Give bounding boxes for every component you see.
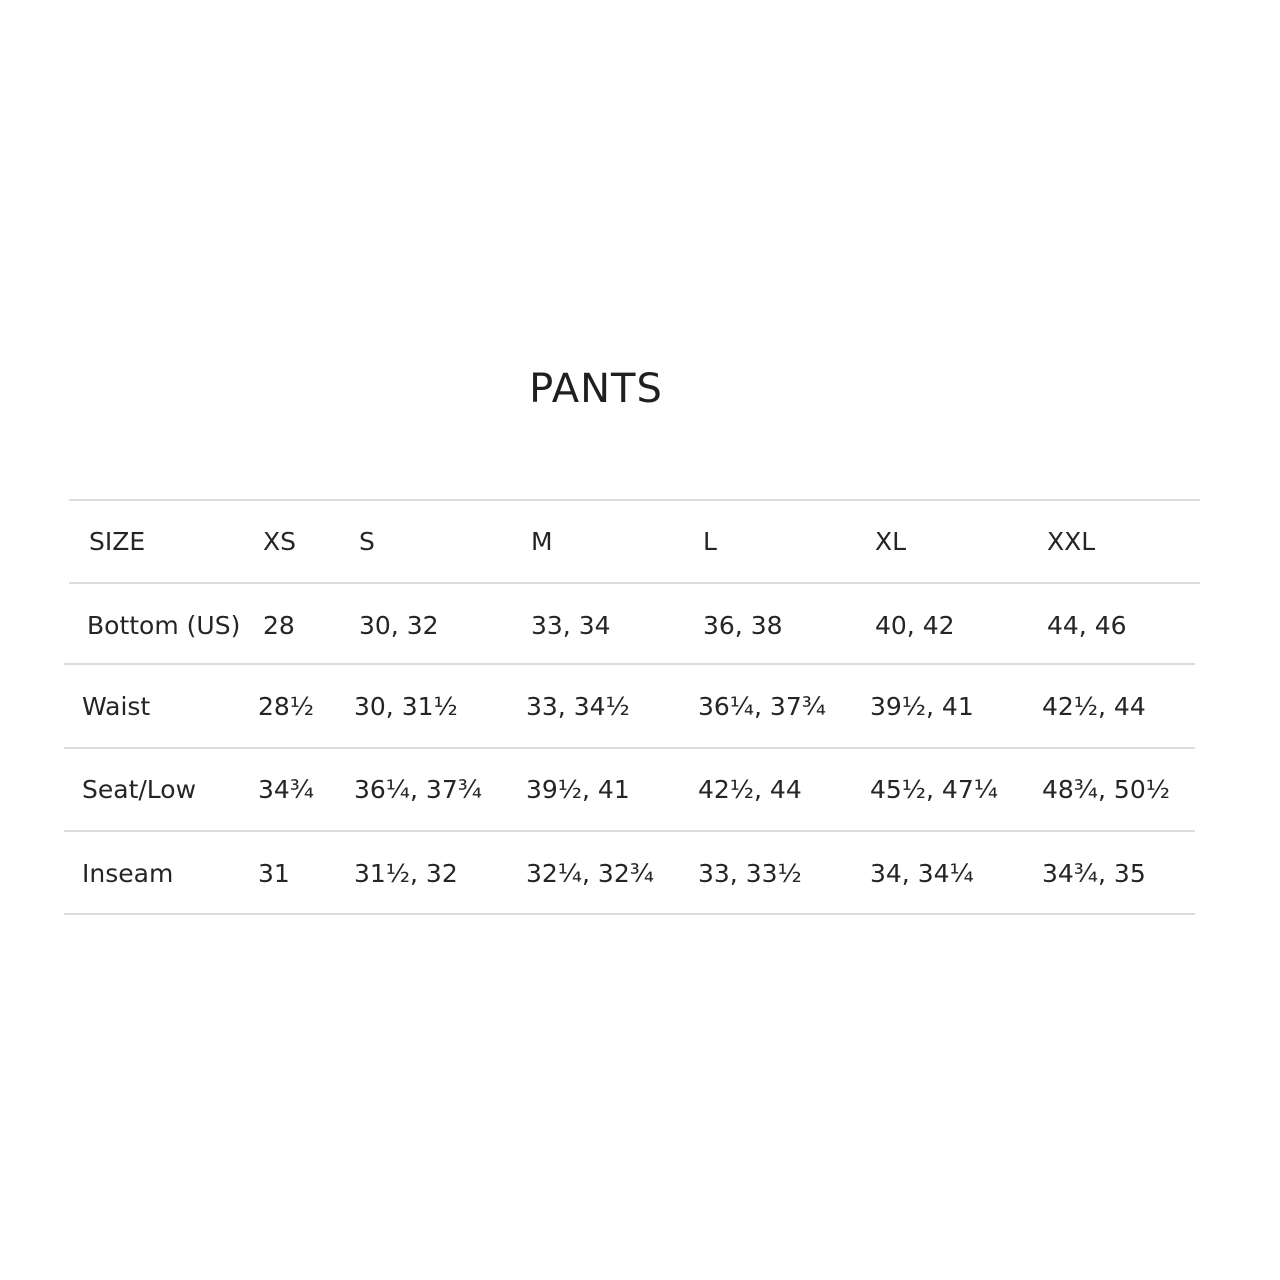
row-label: Seat/Low [82, 775, 197, 804]
value-xs: 28 [263, 611, 295, 640]
header-size: SIZE [89, 527, 146, 556]
header-s: S [359, 527, 375, 556]
header-xxl: XXL [1047, 527, 1096, 556]
row-label: Inseam [82, 859, 174, 888]
table-bottom-divider [64, 913, 1195, 915]
value-xl: 45½, 47¼ [870, 775, 998, 804]
table-row-inseam [0, 854, 1280, 894]
value-m: 39½, 41 [526, 775, 630, 804]
table-row-seat-low [0, 770, 1280, 810]
value-m: 33, 34 [531, 611, 611, 640]
value-s: 31½, 32 [354, 859, 458, 888]
value-l: 42½, 44 [698, 775, 802, 804]
header-m: M [531, 527, 553, 556]
value-xxl: 44, 46 [1047, 611, 1127, 640]
value-xs: 28½ [258, 692, 315, 721]
value-xxl: 34¾, 35 [1042, 859, 1146, 888]
table-divider [69, 582, 1200, 584]
value-xxl: 42½, 44 [1042, 692, 1146, 721]
table-divider [64, 663, 1195, 665]
value-l: 36¼, 37¾ [698, 692, 826, 721]
value-xxl: 48¾, 50½ [1042, 775, 1170, 804]
page-title: PANTS [529, 366, 663, 412]
value-m: 33, 34½ [526, 692, 630, 721]
value-xl: 39½, 41 [870, 692, 974, 721]
table-divider [64, 747, 1195, 749]
row-label: Bottom (US) [87, 611, 241, 640]
table-header-row [0, 522, 1280, 562]
header-xl: XL [875, 527, 907, 556]
value-l: 33, 33½ [698, 859, 802, 888]
value-s: 30, 32 [359, 611, 439, 640]
value-xs: 34¾ [258, 775, 315, 804]
value-xl: 40, 42 [875, 611, 955, 640]
table-top-divider [69, 499, 1200, 501]
value-s: 36¼, 37¾ [354, 775, 482, 804]
header-l: L [703, 527, 717, 556]
value-m: 32¼, 32¾ [526, 859, 654, 888]
table-divider [64, 830, 1195, 832]
table-row-waist [0, 687, 1280, 727]
value-s: 30, 31½ [354, 692, 458, 721]
header-xs: XS [263, 527, 296, 556]
value-l: 36, 38 [703, 611, 783, 640]
value-xs: 31 [258, 859, 290, 888]
value-xl: 34, 34¼ [870, 859, 974, 888]
row-label: Waist [82, 692, 151, 721]
table-row-bottom-us [0, 606, 1280, 646]
